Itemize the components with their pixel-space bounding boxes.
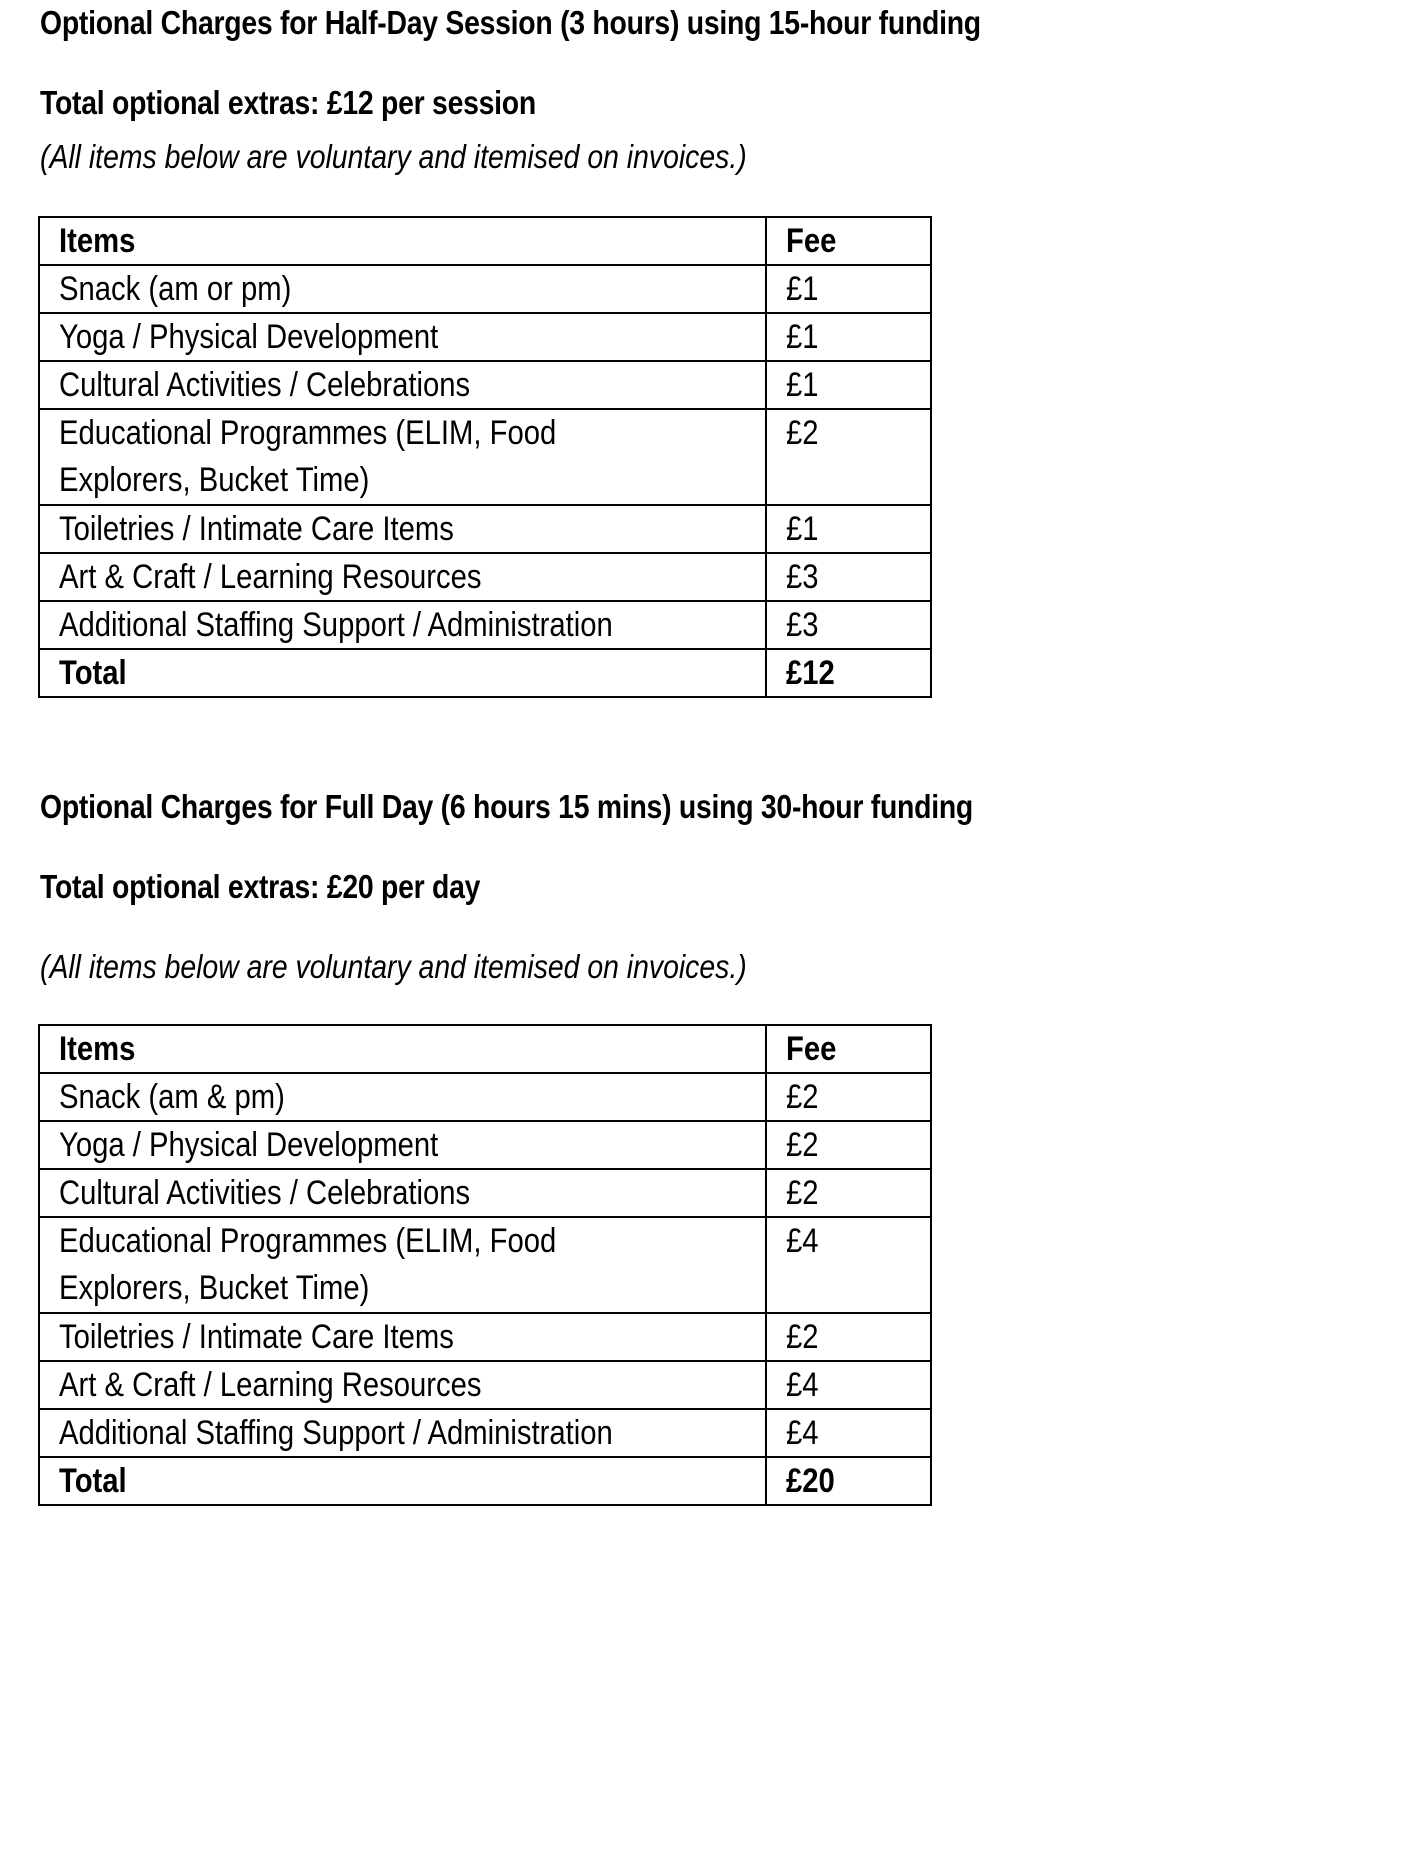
table-total-row (39, 1457, 931, 1505)
total-fee-cell: £12 (766, 649, 931, 697)
fee-cell: £4 (766, 1361, 931, 1409)
fee-cell: £1 (766, 361, 931, 409)
half-day-section-title: Optional Charges for Half-Day Session (3 hours) using 15-hour funding (40, 4, 981, 41)
table-row (39, 313, 931, 361)
full-day-section-title: Optional Charges for Full Day (6 hours 15 mins) using 30-hour funding (40, 788, 974, 825)
items-column-header: Items (39, 217, 766, 265)
table-row (39, 1409, 931, 1457)
table-row (39, 265, 931, 313)
item-cell: Yoga / Physical Development (39, 1121, 766, 1169)
table-row (39, 1313, 931, 1361)
table-row (39, 1361, 931, 1409)
item-cell: Art & Craft / Learning Resources (39, 1361, 766, 1409)
total-label-cell: Total (39, 1457, 766, 1505)
item-cell: Toiletries / Intimate Care Items (39, 1313, 766, 1361)
items-column-header: Items (39, 1025, 766, 1073)
table-row (39, 1121, 931, 1169)
fee-cell: £1 (766, 265, 931, 313)
fee-cell: £3 (766, 601, 931, 649)
fee-cell: £1 (766, 313, 931, 361)
fee-cell: £2 (766, 1169, 931, 1217)
item-cell: Cultural Activities / Celebrations (39, 1169, 766, 1217)
table-row (39, 1169, 931, 1217)
fee-cell: £2 (766, 1073, 931, 1121)
fee-cell: £4 (766, 1217, 931, 1313)
fee-cell: £2 (766, 1313, 931, 1361)
full-day-voluntary-note: (All items below are voluntary and itemised on invoices.) (40, 948, 747, 985)
full-day-fees-table (38, 1024, 932, 1506)
table-row (39, 553, 931, 601)
item-cell: Educational Programmes (ELIM, Food Explorers, Bucket Time) (39, 1217, 766, 1313)
table-row (39, 409, 931, 505)
item-cell: Snack (am & pm) (39, 1073, 766, 1121)
total-label-cell: Total (39, 649, 766, 697)
full-day-total-summary: Total optional extras: £20 per day (40, 868, 481, 905)
table-row (39, 1217, 931, 1313)
item-cell: Additional Staffing Support / Administration (39, 601, 766, 649)
item-cell: Additional Staffing Support / Administration (39, 1409, 766, 1457)
item-cell: Educational Programmes (ELIM, Food Explorers, Bucket Time) (39, 409, 766, 505)
table-row (39, 1073, 931, 1121)
fee-column-header: Fee (766, 1025, 931, 1073)
table-row (39, 505, 931, 553)
fee-cell: £2 (766, 1121, 931, 1169)
total-fee-cell: £20 (766, 1457, 931, 1505)
table-header-row (39, 217, 931, 265)
item-cell: Art & Craft / Learning Resources (39, 553, 766, 601)
fee-cell: £2 (766, 409, 931, 505)
table-row (39, 601, 931, 649)
fee-column-header: Fee (766, 217, 931, 265)
item-cell: Toiletries / Intimate Care Items (39, 505, 766, 553)
half-day-total-summary: Total optional extras: £12 per session (40, 84, 536, 121)
fee-cell: £1 (766, 505, 931, 553)
item-cell: Cultural Activities / Celebrations (39, 361, 766, 409)
half-day-fees-table (38, 216, 932, 698)
fee-cell: £4 (766, 1409, 931, 1457)
table-header-row (39, 1025, 931, 1073)
table-total-row (39, 649, 931, 697)
item-cell: Snack (am or pm) (39, 265, 766, 313)
fee-cell: £3 (766, 553, 931, 601)
half-day-voluntary-note: (All items below are voluntary and itemised on invoices.) (40, 138, 747, 175)
table-row (39, 361, 931, 409)
item-cell: Yoga / Physical Development (39, 313, 766, 361)
